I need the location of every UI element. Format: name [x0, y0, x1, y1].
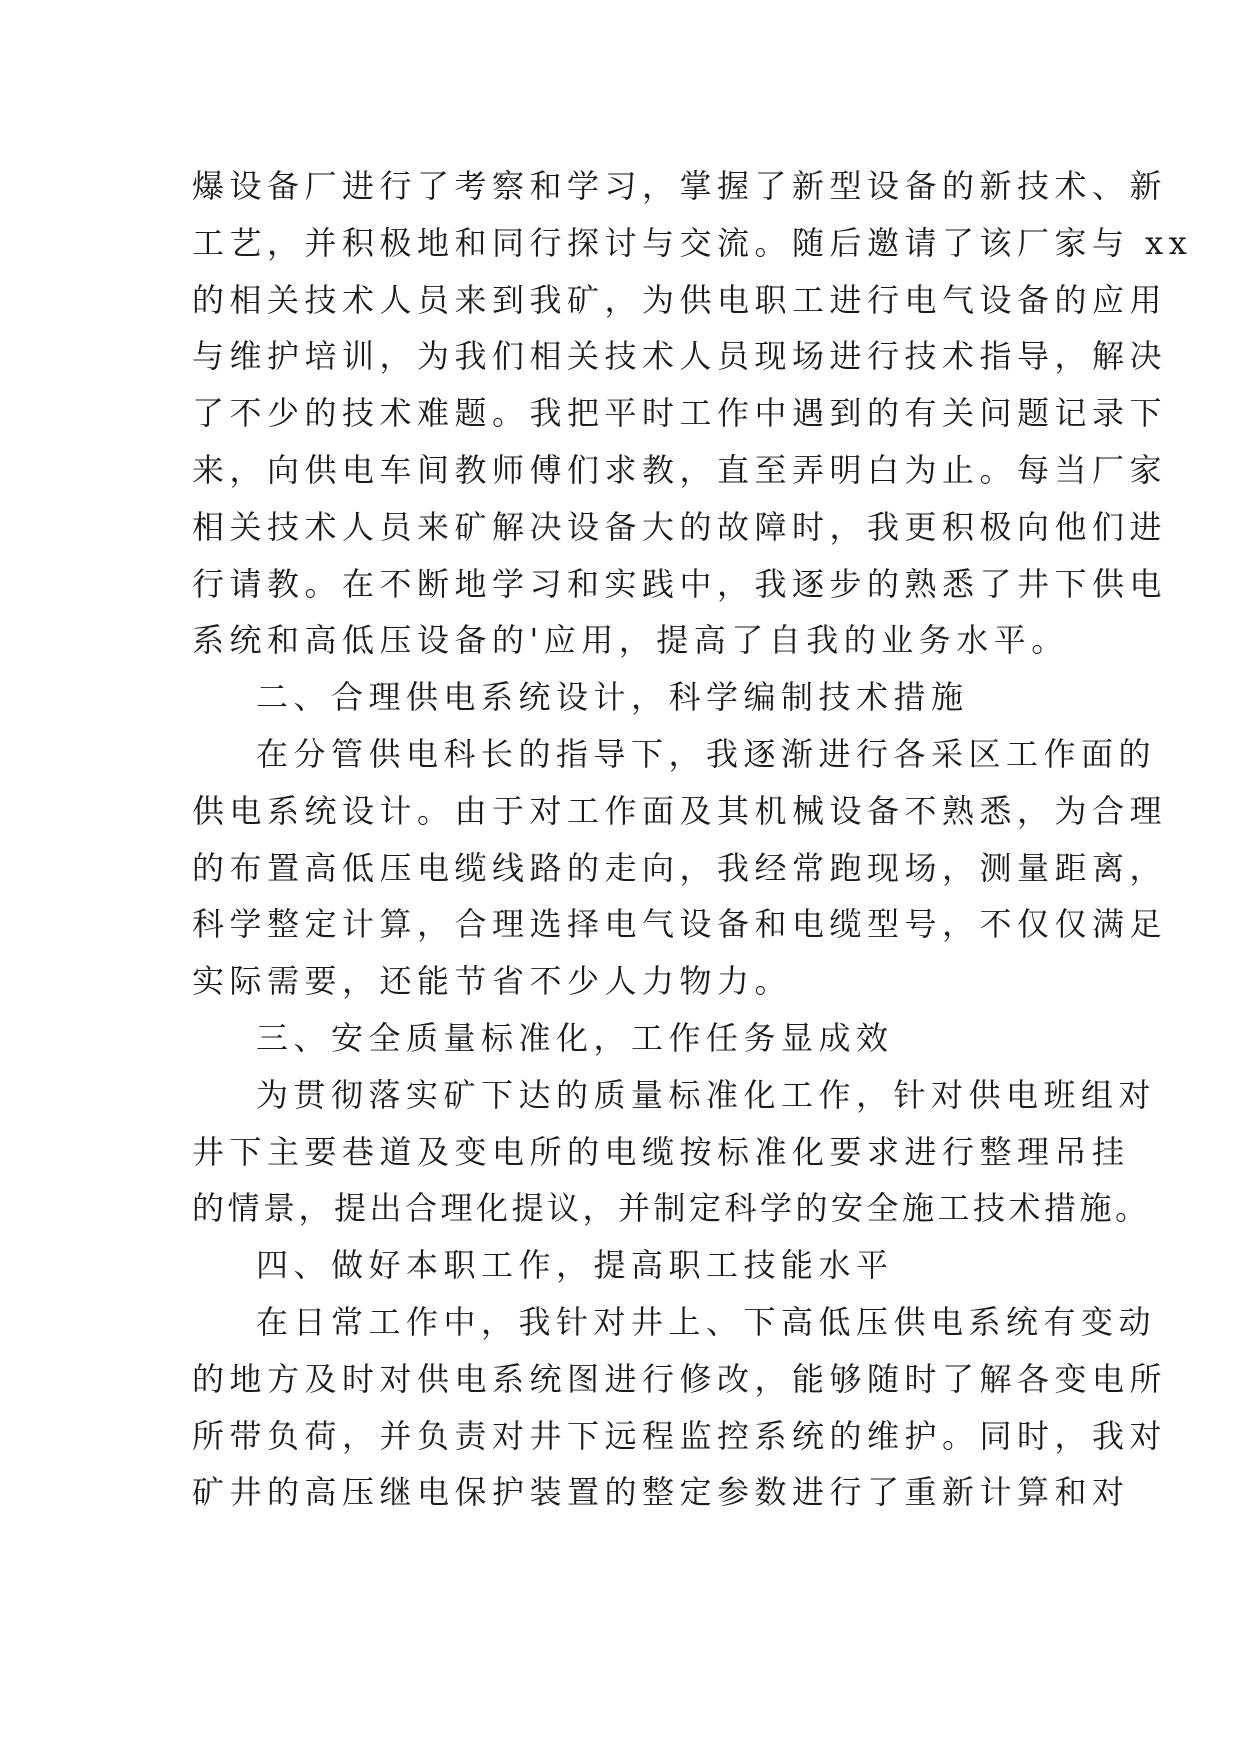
- text-line: 为贯彻落实矿下达的质量标准化工作，针对供电班组对: [256, 1076, 1157, 1114]
- section-heading: 四、做好本职工作，提高职工技能水平: [256, 1246, 894, 1284]
- text-line: 井下主要巷道及变电所的电缆按标准化要求进行整理吊挂: [192, 1133, 1130, 1171]
- text-line: 的布置高低压电缆线路的走向，我经常跑现场，测量距离，: [192, 849, 1168, 887]
- text-line: 在日常工作中，我针对井上、下高低压供电系统有变动: [256, 1303, 1157, 1341]
- text-line: 来，向供电车间教师傅们求教，直至弄明白为止。每当厂家: [192, 451, 1168, 489]
- text-line: 的地方及时对供电系统图进行修改，能够随时了解各变电所: [192, 1360, 1168, 1398]
- section-heading: 三、安全质量标准化，工作任务显成效: [256, 1019, 894, 1057]
- text-line: 工艺，并积极地和同行探讨与交流。随后邀请了该厂家与 xx: [192, 224, 1193, 262]
- text-line: 了不少的技术难题。我把平时工作中遇到的有关问题记录下: [192, 394, 1168, 432]
- text-line: 相关技术人员来矿解决设备大的故障时，我更积极向他们进: [192, 508, 1168, 546]
- text-line: 爆设备厂进行了考察和学习，掌握了新型设备的新技术、新: [192, 167, 1168, 205]
- text-line: 的相关技术人员来到我矿，为供电职工进行电气设备的应用: [192, 281, 1168, 319]
- text-line: 的情景，提出合理化提议，并制定科学的安全施工技术措施。: [192, 1189, 1151, 1227]
- text-line: 供电系统设计。由于对工作面及其机械设备不熟悉，为合理: [192, 792, 1168, 830]
- text-line: 在分管供电科长的指导下，我逐渐进行各采区工作面的: [256, 735, 1157, 773]
- text-line: 所带负荷，并负责对井下远程监控系统的维护。同时，我对: [192, 1417, 1168, 1455]
- section-heading: 二、合理供电系统设计，科学编制技术措施: [256, 678, 969, 716]
- text-line: 矿井的高压继电保护装置的整定参数进行了重新计算和对: [192, 1473, 1130, 1511]
- text-line: 实际需要，还能节省不少人力物力。: [192, 962, 793, 1000]
- text-line: 系统和高低压设备的'应用，提高了自我的业务水平。: [192, 621, 1069, 659]
- text-line: 与维护培训，为我们相关技术人员现场进行技术指导，解决: [192, 337, 1168, 375]
- text-line: 科学整定计算，合理选择电气设备和电缆型号，不仅仅满足: [192, 905, 1168, 943]
- text-line: 行请教。在不断地学习和实践中，我逐步的熟悉了井下供电: [192, 565, 1168, 603]
